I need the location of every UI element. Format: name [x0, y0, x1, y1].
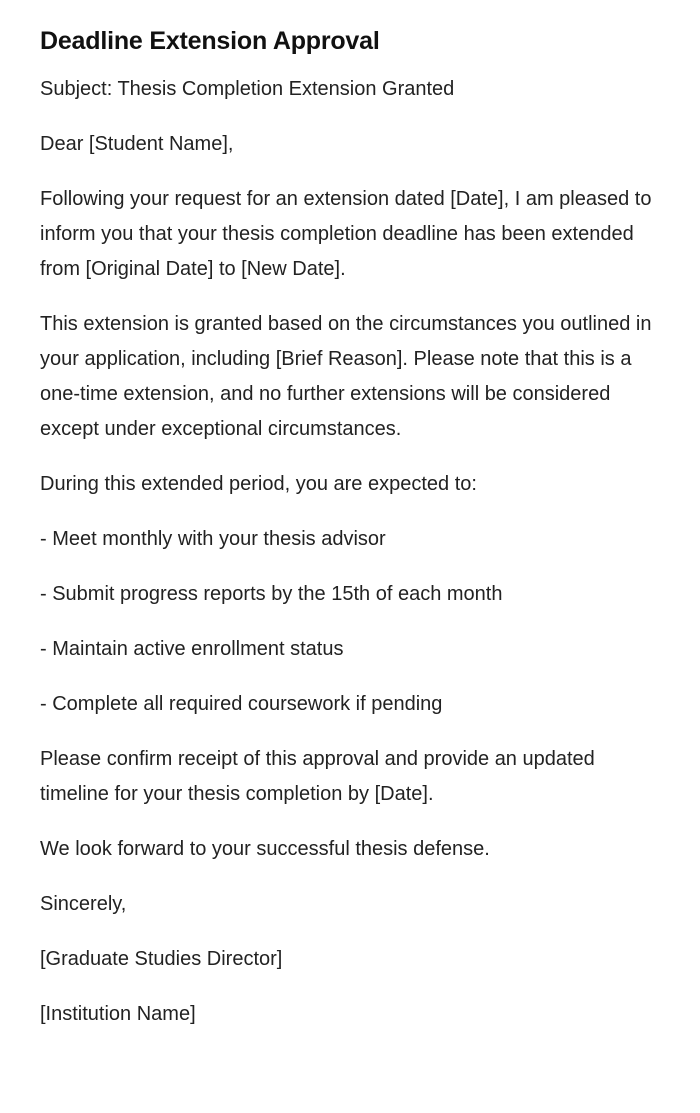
letter-paragraph-confirm: Please confirm receipt of this approval and provide an updated timeline for your thesis completion by [Date]. [40, 748, 595, 805]
letter-subject: Subject: Thesis Completion Extension Granted [40, 78, 455, 100]
letter-paragraph-closing-remark: We look forward to your successful thesis defense. [40, 838, 490, 860]
letter-title: Deadline Extension Approval [40, 27, 380, 55]
letter-paragraph-conditions: This extension is granted based on the circumstances you outlined in your application, including [Brief Reason]. Please note that this is a one-time extension, and no further extensions will be considered except under exceptional circumstances. [40, 313, 652, 440]
letter-salutation: Dear [Student Name], [40, 133, 234, 155]
expectations-intro: During this extended period, you are expected to: [40, 473, 477, 495]
expectation-item-advisor: - Meet monthly with your thesis advisor [40, 528, 386, 550]
expectation-item-enrollment: - Maintain active enrollment status [40, 638, 344, 660]
letter-closing: Sincerely, [40, 893, 127, 915]
expectation-item-coursework: - Complete all required coursework if pending [40, 693, 443, 715]
expectation-item-reports: - Submit progress reports by the 15th of each month [40, 583, 503, 605]
letter-paragraph-request: Following your request for an extension dated [Date], I am pleased to inform you that your thesis completion deadline has been extended from [Original Date] to [New Date]. [40, 188, 652, 280]
letter-signatory: [Graduate Studies Director] [40, 948, 283, 970]
letter-institution: [Institution Name] [40, 1003, 196, 1025]
